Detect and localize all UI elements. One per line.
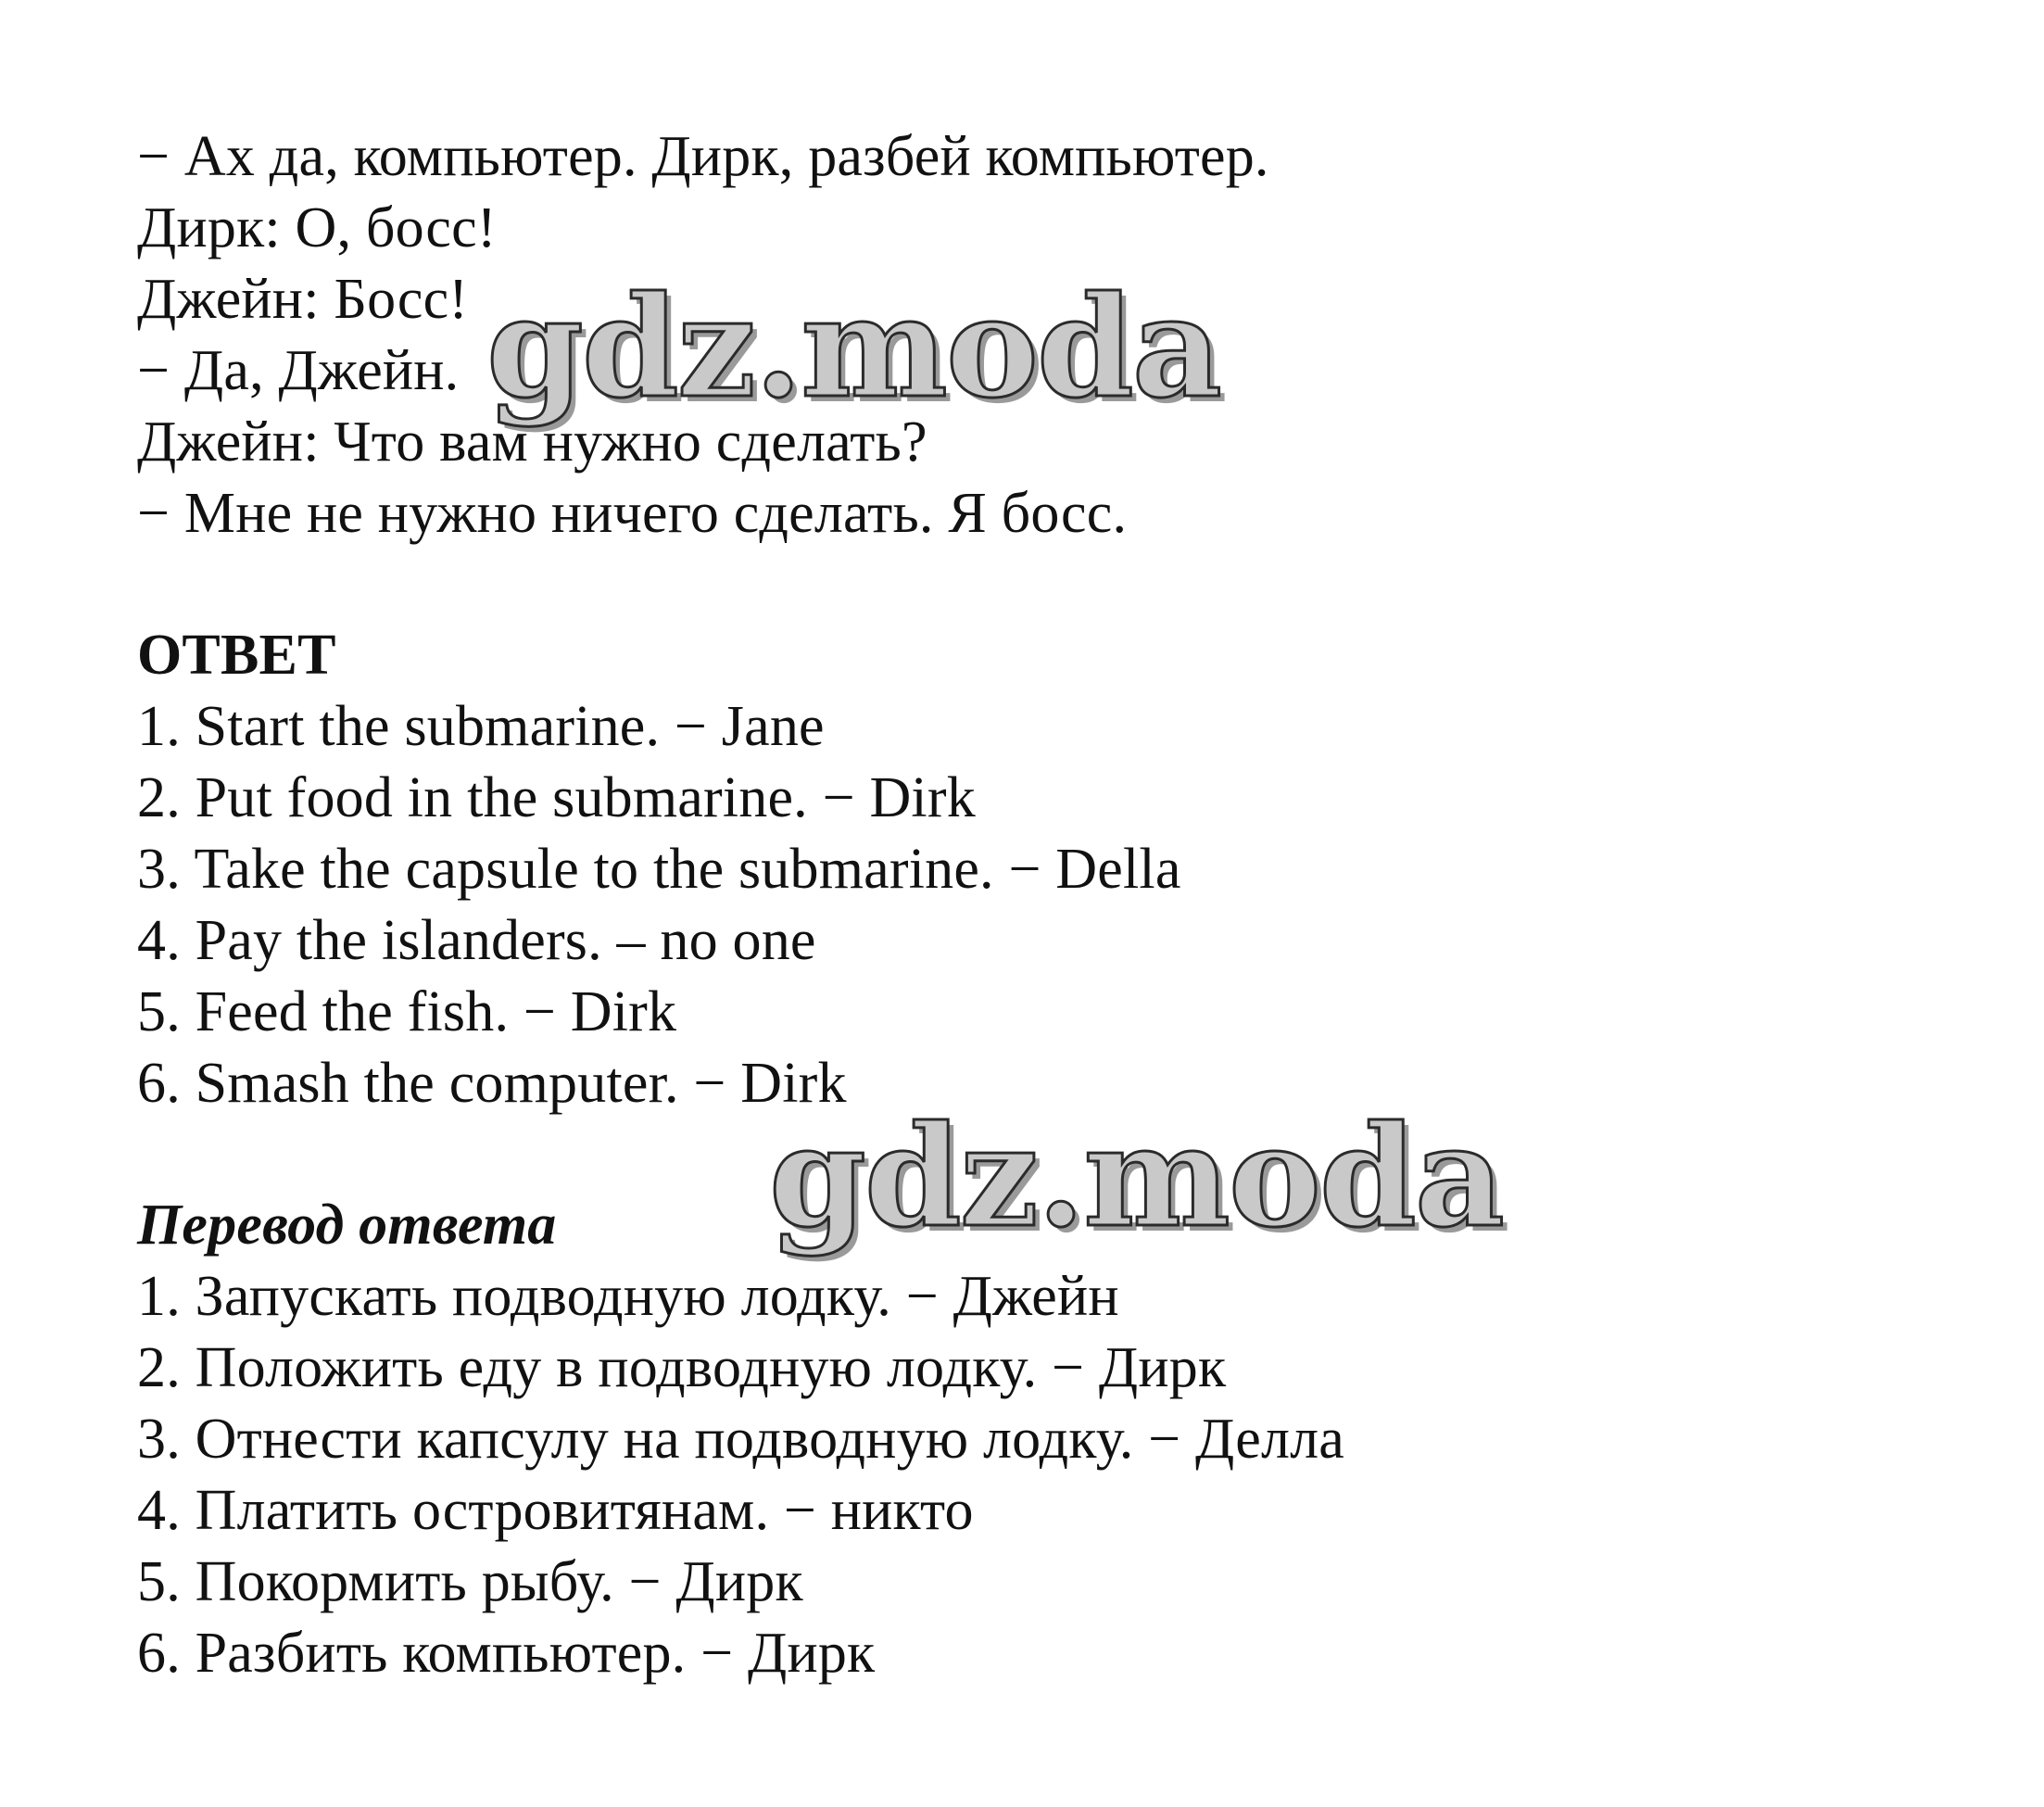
answer-item-6: 6. Smash the computer. − Dirk	[137, 1052, 847, 1115]
translation-item-5: 5. Покормить рыбу. − Дирк	[137, 1550, 803, 1613]
dialogue-line-3: Джейн: Босс!	[137, 268, 469, 331]
answer-heading: ОТВЕТ	[137, 624, 336, 687]
watermark-logo-top: gdz.moda	[486, 266, 1221, 429]
translation-item-1: 1. Запускать подводную лодку. − Джейн	[137, 1265, 1119, 1328]
answer-item-2: 2. Put food in the submarine. − Dirk	[137, 766, 976, 829]
dialogue-line-5: Джейн: Что вам нужно сделать?	[137, 411, 927, 474]
answer-item-5: 5. Feed the fish. − Dirk	[137, 980, 677, 1043]
answer-item-1: 1. Start the submarine. − Jane	[137, 695, 825, 758]
answer-item-3: 3. Take the capsule to the submarine. − Della	[137, 838, 1181, 901]
watermark-logo-middle: gdz.moda	[769, 1095, 1504, 1258]
translation-item-6: 6. Разбить компьютер. − Дирк	[137, 1622, 876, 1685]
translation-heading: Перевод ответа	[137, 1194, 557, 1257]
dialogue-line-6: − Мне не нужно ничего сделать. Я босс.	[137, 482, 1128, 545]
dialogue-line-2: Дирк: О, босс!	[137, 196, 497, 259]
translation-item-3: 3. Отнести капсулу на подводную лодку. − Делла	[137, 1408, 1344, 1471]
answer-item-4: 4. Pay the islanders. – no one	[137, 909, 816, 972]
dialogue-line-1: − Ах да, компьютер. Дирк, разбей компьютер.	[137, 125, 1269, 188]
dialogue-line-4: − Да, Джейн.	[137, 339, 460, 402]
translation-item-2: 2. Положить еду в подводную лодку. − Дирк	[137, 1336, 1227, 1399]
translation-item-4: 4. Платить островитянам. − никто	[137, 1479, 974, 1542]
